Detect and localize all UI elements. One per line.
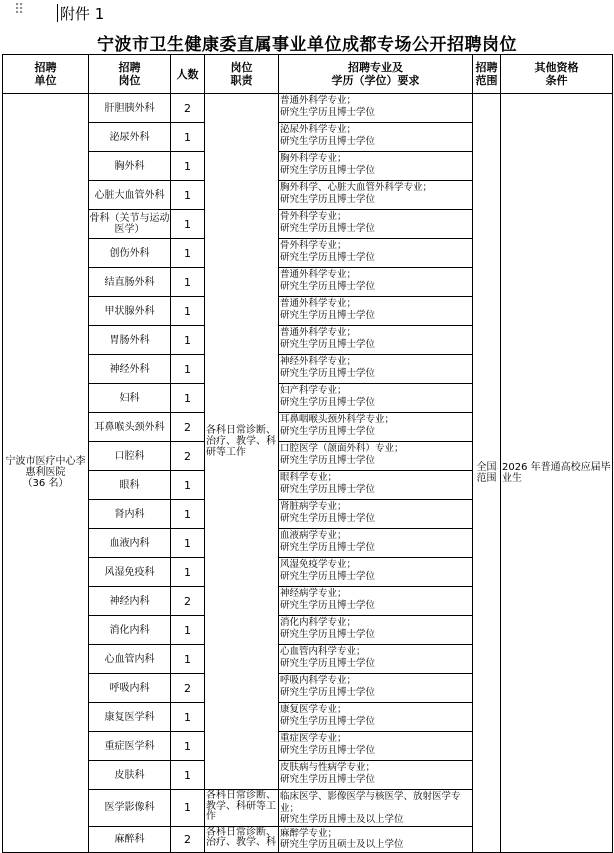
count-cell: 1: [171, 645, 205, 674]
count-cell: 1: [171, 558, 205, 587]
requirement-cell: 康复医学专业； 研究生学历且博士学位: [279, 703, 473, 732]
requirement-cell: 耳鼻咽喉头颈外科学专业； 研究生学历且博士学位: [279, 413, 473, 442]
position-cell: 眼科: [89, 471, 171, 500]
count-cell: 1: [171, 703, 205, 732]
position-cell: 医学影像科: [89, 790, 171, 827]
requirement-cell: 眼科学专业； 研究生学历且博士学位: [279, 471, 473, 500]
count-cell: 1: [171, 500, 205, 529]
count-cell: 2: [171, 826, 205, 852]
position-cell: 肝胆胰外科: [89, 94, 171, 123]
table-header-row: [3, 55, 613, 94]
position-cell: 妇科: [89, 384, 171, 413]
position-cell: 骨科（关节与运动医学）: [89, 210, 171, 239]
column-header: 其他资格 条件: [501, 55, 613, 94]
other-condition-cell: 2026 年普通高校应届毕业生: [501, 94, 613, 853]
count-cell: 1: [171, 152, 205, 181]
requirement-cell: 心血管内科学专业； 研究生学历且博士学位: [279, 645, 473, 674]
requirement-cell: 呼吸内科学专业； 研究生学历且博士学位: [279, 674, 473, 703]
column-header: 招聘专业及 学历（学位）要求: [279, 55, 473, 94]
requirement-cell: 骨外科学专业； 研究生学历且博士学位: [279, 210, 473, 239]
position-cell: 消化内科: [89, 616, 171, 645]
requirement-cell: 麻醉学专业； 研究生学历且硕士及以上学位: [279, 826, 473, 852]
requirement-cell: 胸外科学、心脏大血管外科学专业； 研究生学历且博士学位: [279, 181, 473, 210]
count-cell: 1: [171, 123, 205, 152]
page-title: 宁波市卫生健康委直属事业单位成都专场公开招聘岗位: [97, 35, 517, 55]
count-cell: 1: [171, 326, 205, 355]
requirement-cell: 消化内科学专业； 研究生学历且博士学位: [279, 616, 473, 645]
table-row: [3, 94, 613, 123]
position-cell: 皮肤科: [89, 761, 171, 790]
position-cell: 血液内科: [89, 529, 171, 558]
count-cell: 1: [171, 471, 205, 500]
count-cell: 2: [171, 94, 205, 123]
annex-label: 附件 1: [60, 5, 105, 23]
count-cell: 1: [171, 384, 205, 413]
duty-cell: 各科日常诊断、治疗、教学、科研等工作: [205, 94, 279, 790]
count-cell: 1: [171, 761, 205, 790]
duty-cell: 各科日常诊断、教学、科研等工作: [205, 790, 279, 827]
requirement-cell: 神经病学专业； 研究生学历且博士学位: [279, 587, 473, 616]
position-cell: 胃肠外科: [89, 326, 171, 355]
requirement-cell: 泌尿外科学专业； 研究生学历且博士学位: [279, 123, 473, 152]
requirement-cell: 临床医学、影像医学与核医学、放射医学专业； 研究生学历且博士及以上学位: [279, 790, 473, 827]
count-cell: 2: [171, 587, 205, 616]
position-cell: 神经内科: [89, 587, 171, 616]
position-cell: 胸外科: [89, 152, 171, 181]
requirement-cell: 风湿免疫学专业； 研究生学历且博士学位: [279, 558, 473, 587]
position-cell: 风湿免疫科: [89, 558, 171, 587]
count-cell: 1: [171, 732, 205, 761]
position-cell: 重症医学科: [89, 732, 171, 761]
requirement-cell: 血液病学专业； 研究生学历且博士学位: [279, 529, 473, 558]
requirement-cell: 肾脏病学专业； 研究生学历且博士学位: [279, 500, 473, 529]
count-cell: 2: [171, 413, 205, 442]
count-cell: 1: [171, 790, 205, 827]
count-cell: 1: [171, 297, 205, 326]
requirement-cell: 神经外科学专业； 研究生学历且博士学位: [279, 355, 473, 384]
requirement-cell: 重症医学专业； 研究生学历且博士学位: [279, 732, 473, 761]
text-cursor: [57, 4, 58, 22]
count-cell: 1: [171, 181, 205, 210]
count-cell: 1: [171, 268, 205, 297]
count-cell: 1: [171, 616, 205, 645]
requirement-cell: 普通外科学专业； 研究生学历且博士学位: [279, 297, 473, 326]
position-cell: 耳鼻喉头颈外科: [89, 413, 171, 442]
position-cell: 麻醉科: [89, 826, 171, 852]
position-cell: 泌尿外科: [89, 123, 171, 152]
duty-cell: 各科日常诊断、治疗、教学、科: [205, 826, 279, 852]
requirement-cell: 口腔医学（颌面外科）专业； 研究生学历且博士学位: [279, 442, 473, 471]
column-header: 岗位 职责: [205, 55, 279, 94]
requirement-cell: 胸外科学专业； 研究生学历且博士学位: [279, 152, 473, 181]
requirement-cell: 普通外科学专业； 研究生学历且博士学位: [279, 326, 473, 355]
scope-cell: 全国 范围: [473, 94, 501, 853]
recruiting-unit-cell: 宁波市医疗中心李 惠利医院 （36 名）: [3, 94, 89, 853]
position-cell: 呼吸内科: [89, 674, 171, 703]
column-header: 招聘 岗位: [89, 55, 171, 94]
requirement-cell: 骨外科学专业； 研究生学历且博士学位: [279, 239, 473, 268]
count-cell: 1: [171, 355, 205, 384]
count-cell: 1: [171, 210, 205, 239]
position-cell: 甲状腺外科: [89, 297, 171, 326]
count-cell: 2: [171, 442, 205, 471]
requirement-cell: 普通外科学专业； 研究生学历且博士学位: [279, 268, 473, 297]
count-cell: 2: [171, 674, 205, 703]
position-cell: 心脏大血管外科: [89, 181, 171, 210]
requirement-cell: 皮肤病与性病学专业； 研究生学历且博士学位: [279, 761, 473, 790]
position-cell: 结直肠外科: [89, 268, 171, 297]
position-cell: 神经外科: [89, 355, 171, 384]
position-cell: 心血管内科: [89, 645, 171, 674]
recruitment-table: [2, 54, 613, 853]
count-cell: 1: [171, 239, 205, 268]
column-header: 招聘 单位: [3, 55, 89, 94]
position-cell: 创伤外科: [89, 239, 171, 268]
position-cell: 肾内科: [89, 500, 171, 529]
drag-handle-icon[interactable]: ⠿: [14, 2, 24, 18]
position-cell: 康复医学科: [89, 703, 171, 732]
requirement-cell: 普通外科学专业； 研究生学历且博士学位: [279, 94, 473, 123]
position-cell: 口腔科: [89, 442, 171, 471]
column-header: 人数: [171, 55, 205, 94]
column-header: 招聘 范围: [473, 55, 501, 94]
count-cell: 1: [171, 529, 205, 558]
requirement-cell: 妇产科学专业； 研究生学历且博士学位: [279, 384, 473, 413]
